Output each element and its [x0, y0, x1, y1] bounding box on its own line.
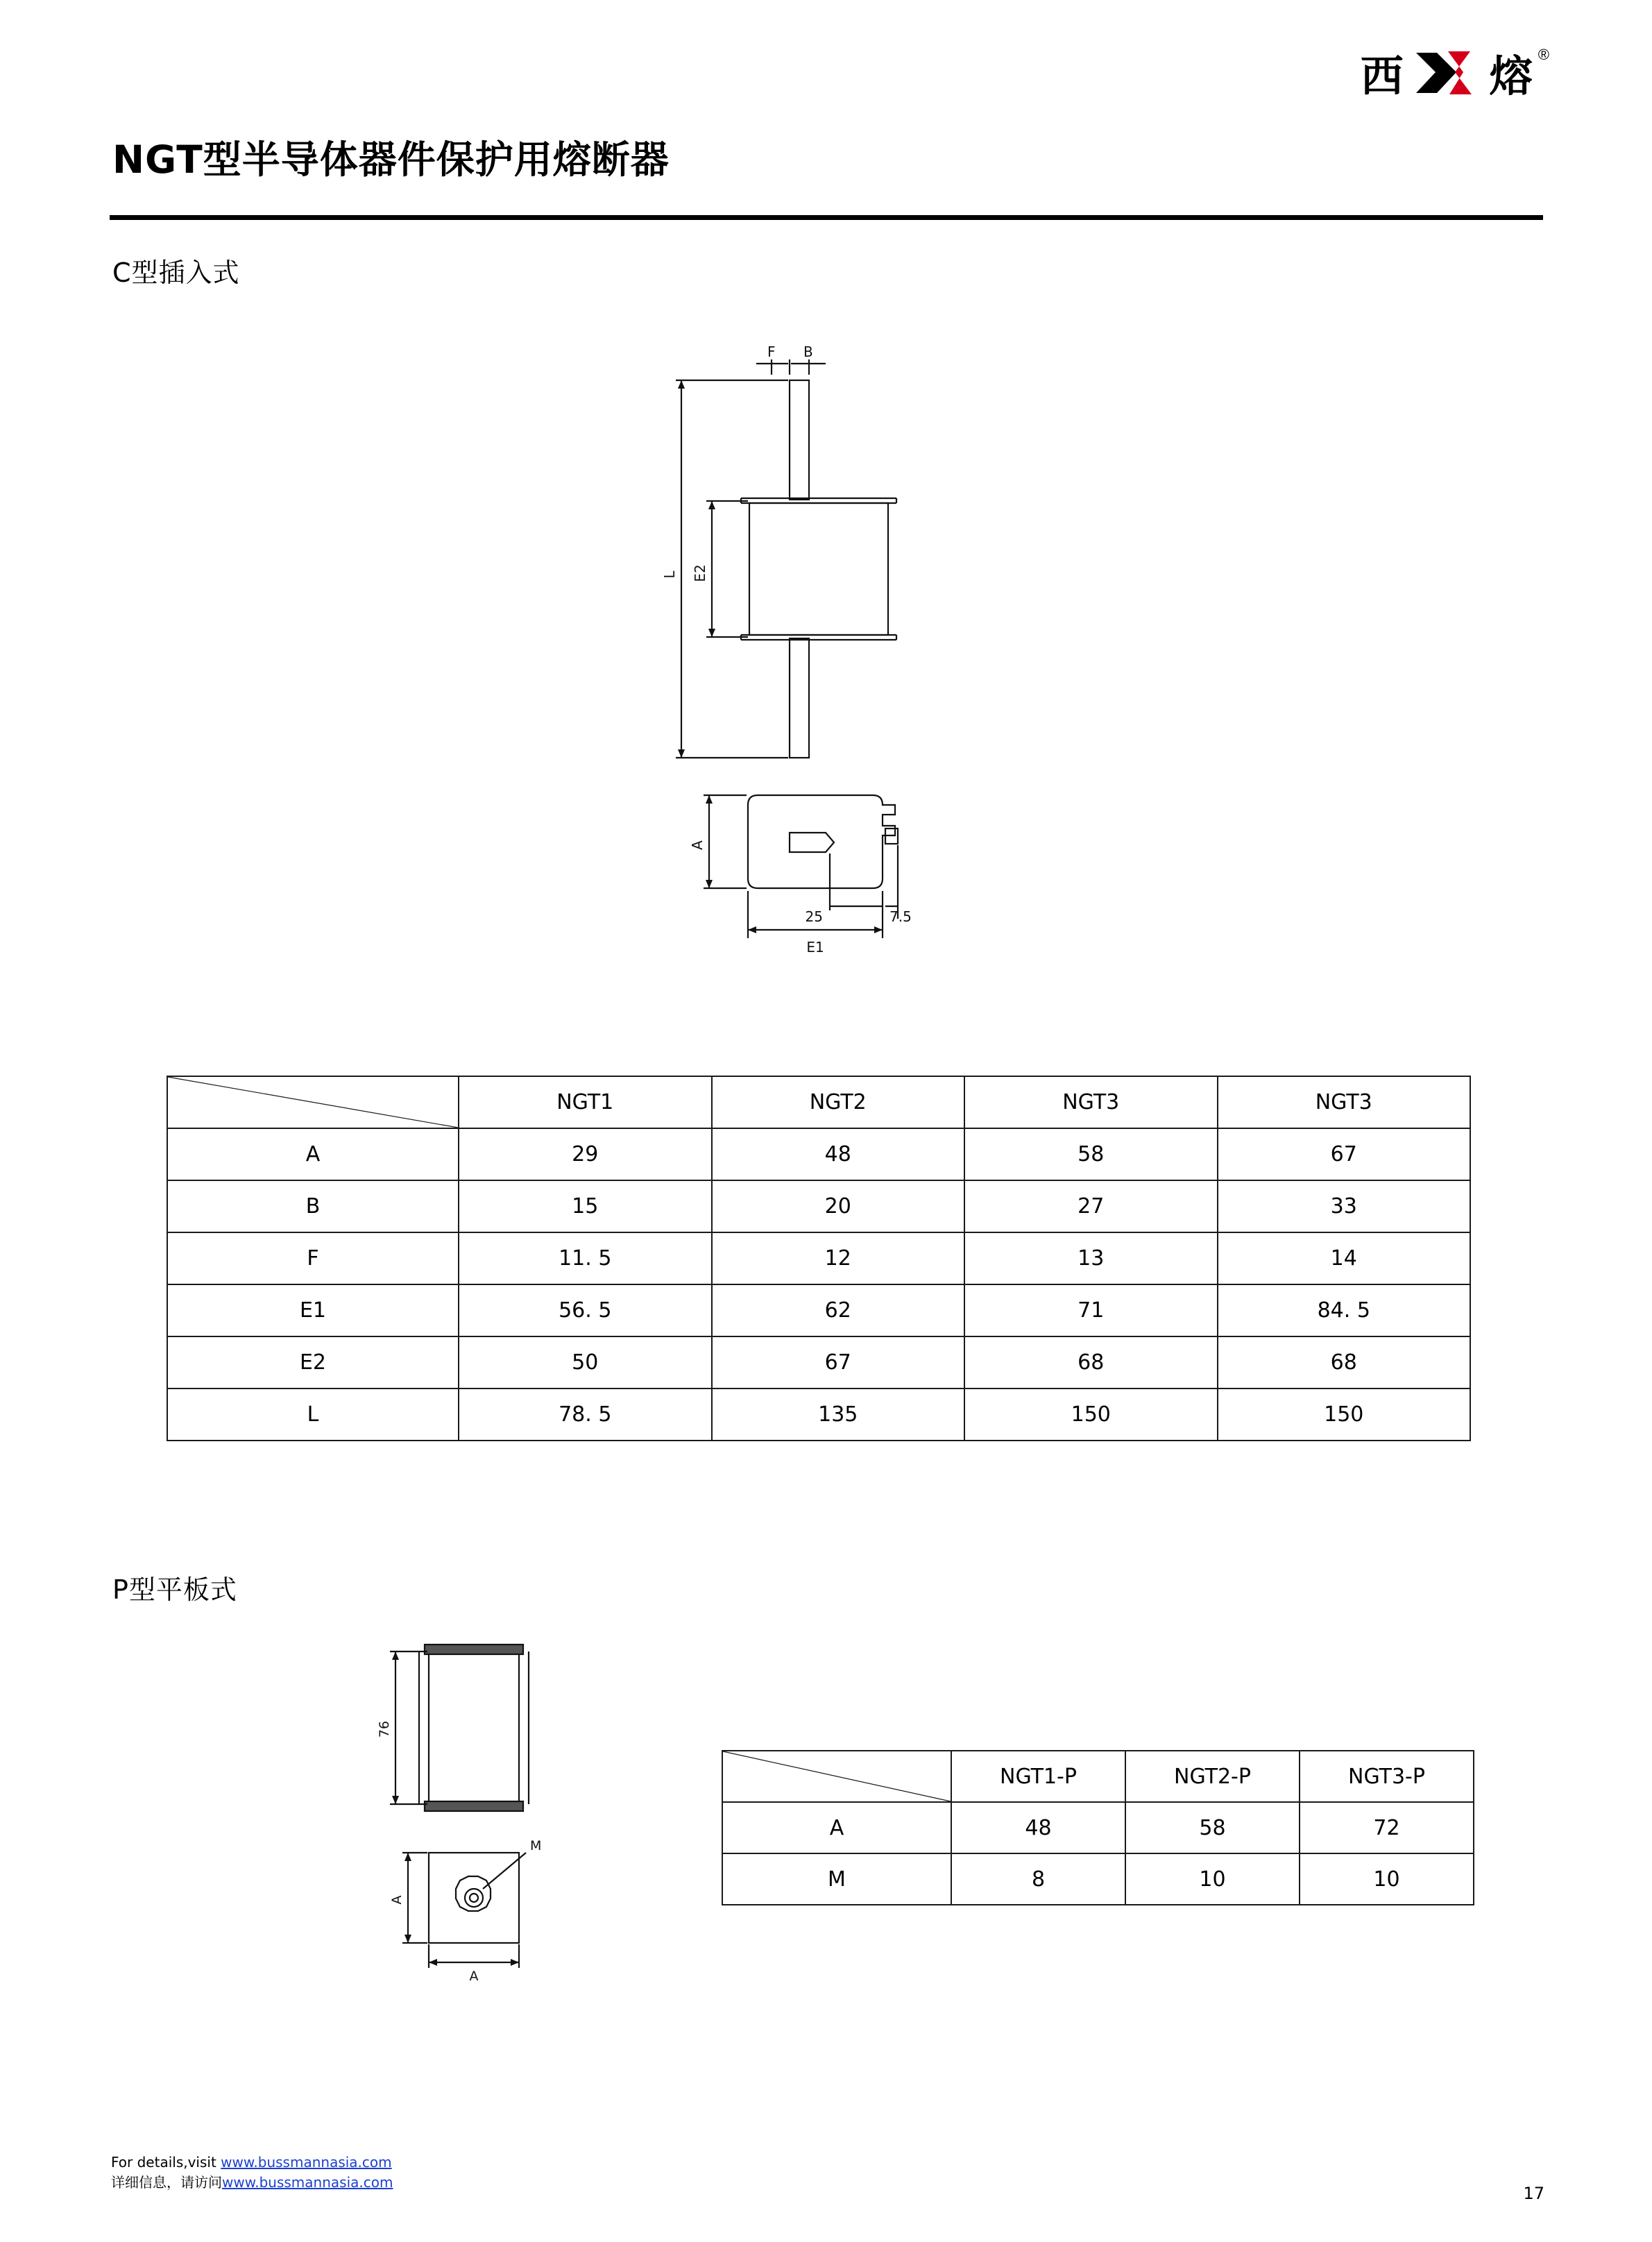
logo-text-left: 西	[1360, 51, 1404, 101]
table-cell: 62	[712, 1284, 965, 1336]
table-row	[167, 1232, 1470, 1284]
row-label: L	[167, 1388, 459, 1441]
table-cell: 135	[712, 1388, 965, 1441]
table-header-cell: NGT3	[964, 1076, 1218, 1128]
registered-mark: ®	[1538, 46, 1549, 63]
table-cell: 68	[964, 1336, 1218, 1388]
brand-logo	[1361, 42, 1549, 103]
table-cell: 48	[712, 1128, 965, 1180]
table-cell: 15	[459, 1180, 712, 1232]
page-number: 17	[1523, 2184, 1544, 2203]
table-cell: 48	[951, 1802, 1125, 1853]
footer-link-cn[interactable]: www.bussmannasia.com	[222, 2174, 393, 2191]
table-cell: 13	[964, 1232, 1218, 1284]
table-corner-cell	[167, 1076, 459, 1128]
table-cell: 14	[1218, 1232, 1471, 1284]
table-cell: 150	[1218, 1388, 1471, 1441]
table-cell: 12	[712, 1232, 965, 1284]
dim-label-25: 25	[805, 908, 823, 925]
table-cell: 11. 5	[459, 1232, 712, 1284]
footer-line-en	[111, 2152, 393, 2173]
table-cell: 78. 5	[459, 1388, 712, 1441]
table-corner-cell	[722, 1751, 951, 1802]
title-divider	[110, 215, 1543, 220]
table-cell: 8	[951, 1853, 1125, 1905]
table-cell: 150	[964, 1388, 1218, 1441]
dimension-table-p	[722, 1750, 1474, 1905]
table-row	[722, 1853, 1474, 1905]
table-header-row	[167, 1076, 1470, 1128]
table-cell: 67	[712, 1336, 965, 1388]
table-cell: 67	[1218, 1128, 1471, 1180]
dim-label-a-bottom: A	[469, 1969, 479, 1984]
dim-label-m: M	[530, 1838, 542, 1853]
table-row	[167, 1180, 1470, 1232]
drawing-p-type-fuse	[347, 1624, 624, 1985]
table-row	[722, 1802, 1474, 1853]
table-cell: 58	[1125, 1802, 1300, 1853]
table-cell: 27	[964, 1180, 1218, 1232]
table-header-cell: NGT2	[712, 1076, 965, 1128]
table-header-row	[722, 1751, 1474, 1802]
footer	[111, 2152, 393, 2193]
table-cell: 58	[964, 1128, 1218, 1180]
dim-label-e2: E2	[692, 564, 708, 582]
table-header-cell: NGT3-P	[1300, 1751, 1474, 1802]
table-cell: 50	[459, 1336, 712, 1388]
table-header-cell: NGT1	[459, 1076, 712, 1128]
footer-text-en: For details,visit	[111, 2154, 221, 2171]
table-header-cell: NGT1-P	[951, 1751, 1125, 1802]
table-cell: 72	[1300, 1802, 1474, 1853]
row-label: A	[722, 1802, 951, 1853]
table-cell: 29	[459, 1128, 712, 1180]
table-cell: 20	[712, 1180, 965, 1232]
dim-label-f: F	[767, 343, 776, 360]
table-row	[167, 1284, 1470, 1336]
table-cell: 71	[964, 1284, 1218, 1336]
dim-label-75: 7.5	[889, 908, 912, 925]
table-cell: 10	[1300, 1853, 1474, 1905]
footer-line-cn	[111, 2173, 393, 2193]
footer-text-cn: 详细信息，请访问	[111, 2174, 222, 2191]
table-cell: 10	[1125, 1853, 1300, 1905]
page-title: NGT型半导体器件保护用熔断器	[112, 137, 670, 182]
dim-label-b: B	[803, 343, 813, 360]
logo-mark-icon	[1413, 49, 1480, 97]
table-cell: 33	[1218, 1180, 1471, 1232]
table-header-cell: NGT3	[1218, 1076, 1471, 1128]
row-label: E2	[167, 1336, 459, 1388]
dim-label-76: 76	[377, 1720, 392, 1738]
dim-label-l: L	[661, 570, 678, 579]
row-label: F	[167, 1232, 459, 1284]
drawing-c-type-fuse	[661, 343, 1027, 1013]
table-cell: 84. 5	[1218, 1284, 1471, 1336]
logo-text-right: 熔	[1489, 51, 1533, 101]
table-header-cell: NGT2-P	[1125, 1751, 1300, 1802]
row-label: E1	[167, 1284, 459, 1336]
row-label: A	[167, 1128, 459, 1180]
row-label: M	[722, 1853, 951, 1905]
dim-label-a: A	[689, 840, 706, 850]
dim-label-e1: E1	[806, 939, 824, 956]
dim-label-a-left: A	[389, 1895, 405, 1905]
footer-link-en[interactable]: www.bussmannasia.com	[221, 2154, 392, 2171]
dimension-table-c	[167, 1076, 1471, 1441]
table-cell: 68	[1218, 1336, 1471, 1388]
table-row	[167, 1128, 1470, 1180]
row-label: B	[167, 1180, 459, 1232]
table-row	[167, 1336, 1470, 1388]
table-cell: 56. 5	[459, 1284, 712, 1336]
section-heading-c-type: C型插入式	[112, 257, 240, 288]
table-row	[167, 1388, 1470, 1441]
section-heading-p-type: P型平板式	[112, 1574, 237, 1605]
